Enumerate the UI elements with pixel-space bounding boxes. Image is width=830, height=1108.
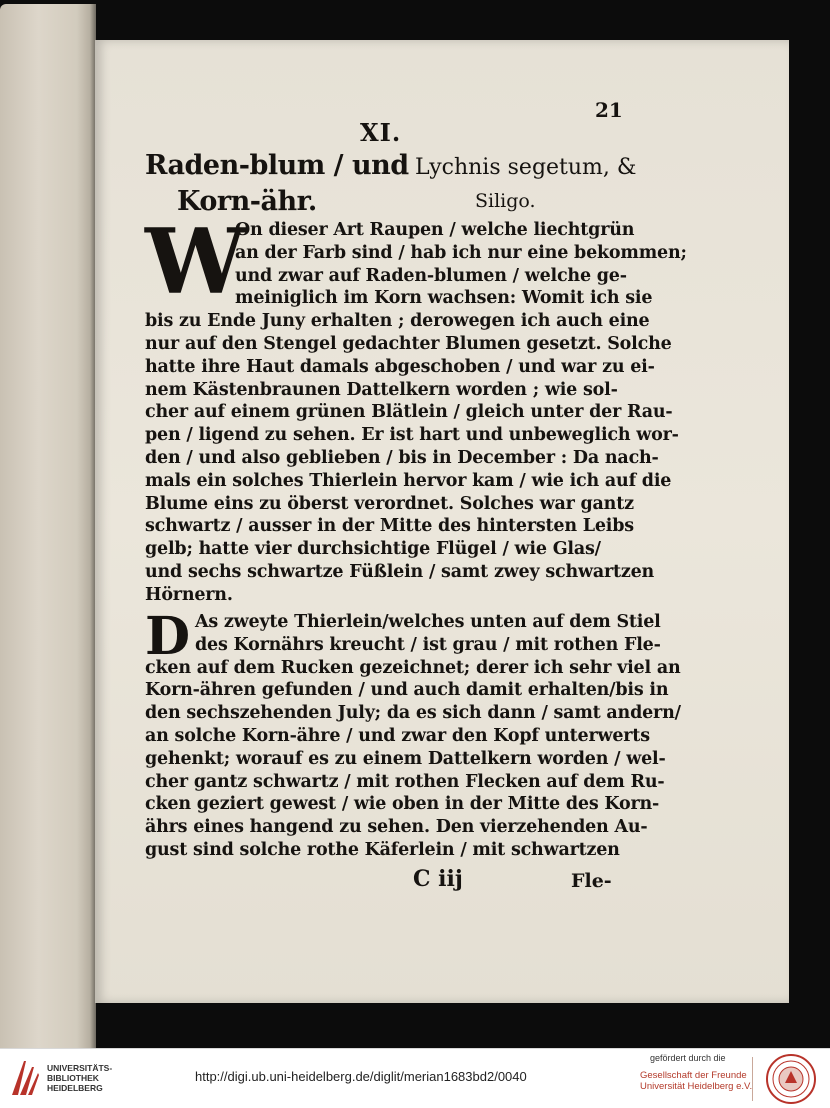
- text-line: cher gantz schwartz / mit rothen Flecken auf dem Ru-: [145, 771, 665, 792]
- text-line: Hörnern.: [145, 584, 233, 605]
- text-line: Blume eins zu öberst verordnet. Solches war gantz: [145, 493, 634, 514]
- text-line: nur auf den Stengel gedachter Blumen gesetzt. Solche: [145, 334, 672, 354]
- text-line: und zwar auf Raden-blumen / welche ge-: [235, 265, 627, 286]
- viewer-footer: [0, 1048, 830, 1108]
- text-line: mals ein solches Thierlein hervor kam / wie ich auf die: [145, 470, 672, 491]
- text-line: gelb; hatte vier durchsichtige Flügel / wie Glas/: [145, 539, 601, 560]
- title-german-line-1: Raden-blum / und: [145, 150, 409, 181]
- text-line: On dieser Art Raupen / welche liechtgrün: [235, 220, 635, 240]
- text-line: den sechszehenden July; da es sich dann / samt andern/: [145, 703, 681, 724]
- university-library-logo-icon[interactable]: [10, 1057, 40, 1097]
- text-line: cken geziert gewest / wie oben in der Mitte des Korn-: [145, 794, 660, 815]
- text-line: an der Farb sind / hab ich nur eine bekommen;: [235, 242, 687, 263]
- funded-by-label: gefördert durch die: [650, 1053, 726, 1063]
- decorated-initial-2: D: [145, 606, 191, 667]
- text-line: gehenkt; worauf es zu einem Dattelkern worden / wel-: [145, 748, 666, 769]
- text-line: meiniglich im Korn wachsen: Womit ich sie: [235, 288, 653, 309]
- footer-divider: [752, 1057, 753, 1101]
- text-line: und sechs schwartze Füßlein / samt zwey schwartzen: [145, 562, 655, 582]
- catchword: Fle-: [571, 870, 612, 892]
- text-line: nem Kästenbraunen Dattelkern worden ; wie sol-: [145, 379, 618, 400]
- chapter-number: XI.: [360, 118, 402, 147]
- page-number: 21: [595, 98, 623, 122]
- text-line: ährs eines hangend zu sehen. Den vierzehenden Au-: [145, 817, 648, 838]
- sponsor-name[interactable]: Gesellschaft der Freunde Universität Heidelberg e.V.: [640, 1070, 753, 1092]
- left-page-edge: [0, 4, 96, 1048]
- text-line: des Kornährs kreucht / ist grau / mit rothen Fle-: [195, 634, 661, 655]
- text-line: cken auf dem Rucken gezeichnet; derer ich sehr viel an: [145, 657, 681, 678]
- text-line: hatte ihre Haut damals abgeschoben / und war zu ei-: [145, 356, 655, 377]
- text-line: an solche Korn-ähre / und zwar den Kopf unterwerts: [145, 726, 650, 746]
- title-latin-line-2: Siligo.: [475, 190, 536, 212]
- text-line: As zweyte Thierlein/welches unten auf dem Stiel: [195, 612, 661, 632]
- signature-mark: C iij: [413, 866, 463, 892]
- title-german-line-2: Korn-ähr.: [177, 186, 317, 217]
- university-seal-icon: [765, 1053, 817, 1105]
- text-line: Korn-ähren gefunden / und auch damit erhalten/bis in: [145, 680, 669, 701]
- decorated-initial: W: [145, 209, 247, 315]
- text-line: den / und also geblieben / bis in December : Da nach-: [145, 448, 659, 468]
- permalink-url[interactable]: http://digi.ub.uni-heidelberg.de/diglit/merian1683bd2/0040: [195, 1069, 527, 1084]
- book-page: [95, 40, 789, 1003]
- text-line: pen / ligend zu sehen. Er ist hart und unbeweglich wor-: [145, 425, 679, 446]
- text-line: bis zu Ende Juny erhalten ; derowegen ich auch eine: [145, 311, 650, 332]
- text-line: cher auf einem grünen Blätlein / gleich unter der Rau-: [145, 402, 673, 423]
- library-name: UNIVERSITÄTS- BIBLIOTHEK HEIDELBERG: [47, 1063, 113, 1093]
- text-line: gust sind solche rothe Käferlein / mit schwartzen: [145, 840, 620, 860]
- title-latin-line-1: Lychnis segetum, &: [415, 155, 637, 180]
- text-line: schwartz / ausser in der Mitte des hintersten Leibs: [145, 516, 634, 537]
